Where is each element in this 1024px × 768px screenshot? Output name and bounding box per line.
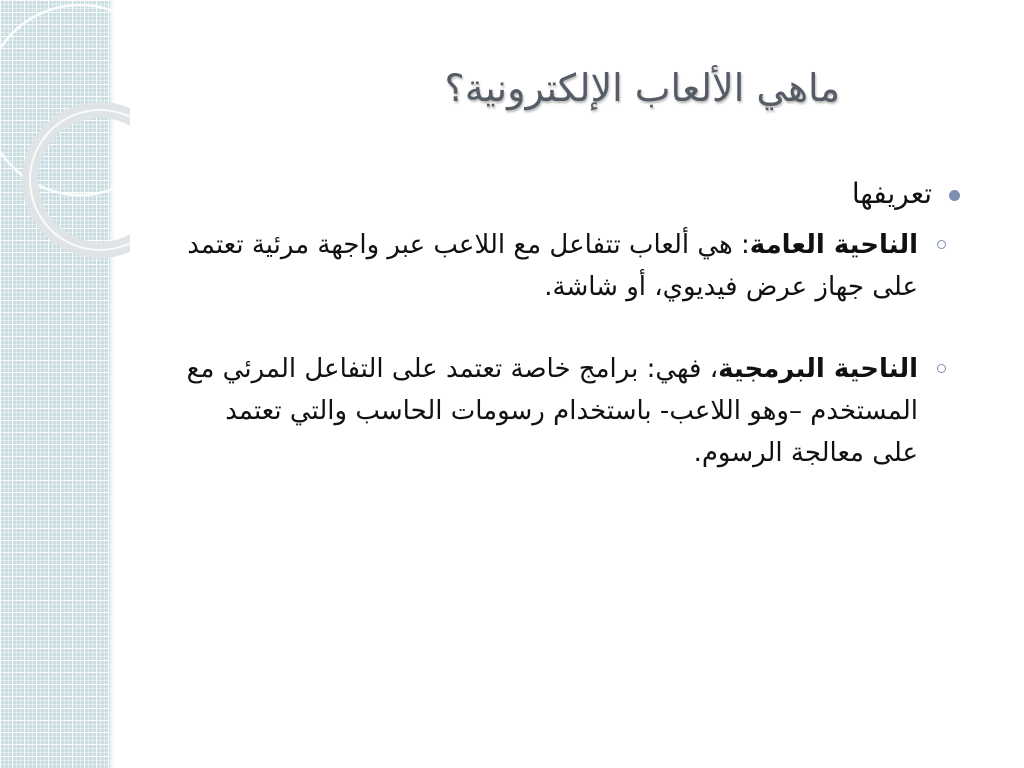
sub-bullet-general [180, 224, 960, 308]
bullet-definition [180, 170, 960, 218]
ring-bullet-icon [937, 240, 946, 249]
filled-bullet-icon [949, 190, 960, 201]
sub-bullet-programming [180, 348, 960, 474]
bullet-text: تعريفها [851, 177, 932, 210]
sub-bullet-separator: : [732, 230, 750, 260]
slide-content [180, 170, 960, 514]
sub-bullet-text: هي ألعاب تتفاعل مع اللاعب عبر واجهة مرئية تعتمد على جهاز عرض فيديوي، أو شاشة. [187, 230, 918, 302]
slide-title: ماهي الألعاب الإلكترونية؟ [444, 66, 840, 110]
sub-bullet-text: فهي: برامج خاصة تعتمد على التفاعل المرئي مع المستخدم –وهو اللاعب- باستخدام رسومات الحاسب والتي تعتمد على معالجة الرسوم. [186, 354, 918, 468]
sub-bullet-separator: ، [701, 354, 719, 384]
sub-bullet-term: الناحية البرمجية [718, 354, 918, 384]
sub-bullet-term: الناحية العامة [749, 230, 918, 260]
decorative-circles-graphic [0, 0, 130, 260]
ring-bullet-icon [937, 364, 946, 373]
